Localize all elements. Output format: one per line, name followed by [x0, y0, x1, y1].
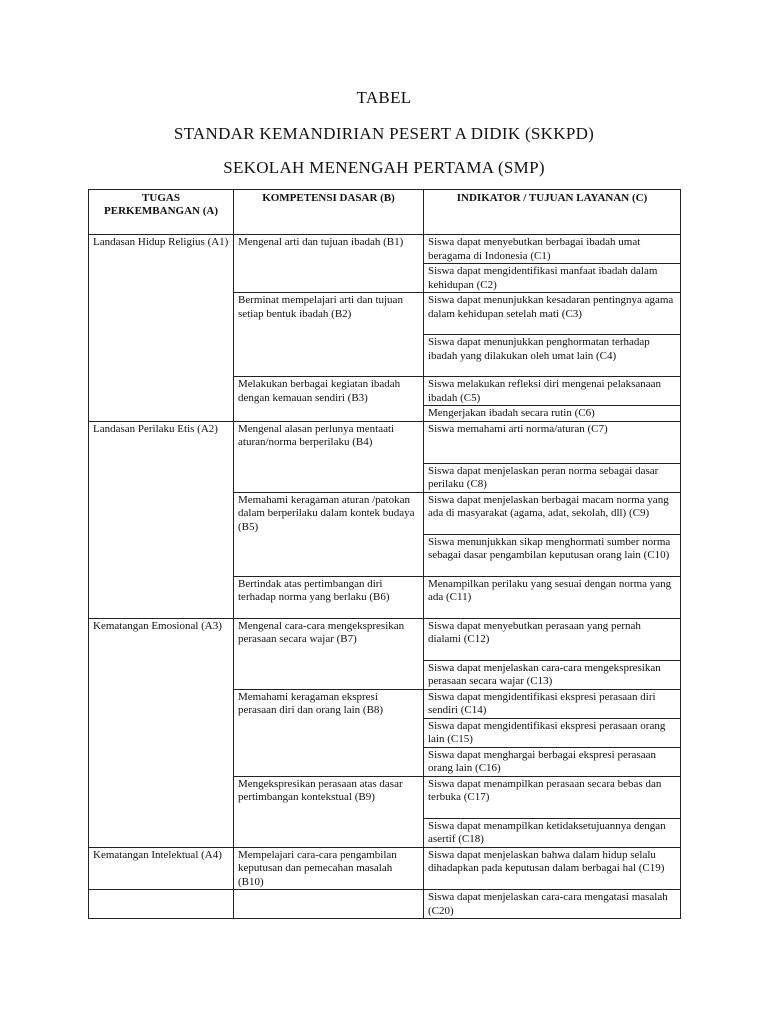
cell-c7: Siswa memahami arti norma/aturan (C7) [424, 421, 681, 463]
header-kompetensi-dasar: KOMPETENSI DASAR (B) [234, 190, 424, 235]
cell-a4: Kematangan Intelektual (A4) [89, 847, 234, 890]
cell-c6: Mengerjakan ibadah secara rutin (C6) [424, 406, 681, 422]
cell-a2: Landasan Perilaku Etis (A2) [89, 421, 234, 618]
cell-c1: Siswa dapat menyebutkan berbagai ibadah umat beragama di Indonesia (C1) [424, 235, 681, 264]
cell-c5: Siswa melakukan refleksi diri mengenai pelaksanaan ibadah (C5) [424, 377, 681, 406]
cell-b8: Memahami keragaman ekspresi perasaan diri dan orang lain (B8) [234, 689, 424, 776]
cell-b2: Berminat mempelajari arti dan tujuan setiap bentuk ibadah (B2) [234, 293, 424, 377]
cell-b10: Mempelajari cara-cara pengambilan keputusan dan pemecahan masalah (B10) [234, 847, 424, 890]
cell-c14: Siswa dapat mengidentifikasi ekspresi perasaan diri sendiri (C14) [424, 689, 681, 718]
cell-c13: Siswa dapat menjelaskan cara-cara mengekspresikan perasaan secara wajar (C13) [424, 660, 681, 689]
cell-c10: Siswa menunjukkan sikap menghormati sumber norma sebagai dasar pengambilan keputusan orang lain (C10) [424, 534, 681, 576]
cell-c15: Siswa dapat mengidentifikasi ekspresi perasaan orang lain (C15) [424, 718, 681, 747]
cell-a3: Kematangan Emosional (A3) [89, 618, 234, 847]
cell-c19: Siswa dapat menjelaskan bahwa dalam hidup selalu dihadapkan pada keputusan dalam berbagai hal (C19) [424, 847, 681, 890]
cell-b4: Mengenal alasan perlunya mentaati aturan/norma berperilaku (B4) [234, 421, 424, 492]
cell-c3: Siswa dapat menunjukkan kesadaran pentingnya agama dalam kehidupan setelah mati (C3) [424, 293, 681, 335]
table-row [89, 235, 681, 264]
cell-c8: Siswa dapat menjelaskan peran norma sebagai dasar perilaku (C8) [424, 463, 681, 492]
document-school-level: SEKOLAH MENENGAH PERTAMA (SMP) [223, 158, 545, 177]
table-row [89, 618, 681, 660]
table-row [89, 890, 681, 919]
header-indikator: INDIKATOR / TUJUAN LAYANAN (C) [424, 190, 681, 235]
cell-b7: Mengenal cara-cara mengekspresikan perasaan secara wajar (B7) [234, 618, 424, 689]
table-row [89, 847, 681, 890]
cell-c18: Siswa dapat menampilkan ketidaksetujuannya dengan asertif (C18) [424, 818, 681, 847]
cell-b3: Melakukan berbagai kegiatan ibadah dengan kemauan sendiri (B3) [234, 377, 424, 422]
skkpd-table [88, 189, 681, 919]
cell-b5: Memahami keragaman aturan /patokan dalam berperilaku dalam kontek budaya (B5) [234, 492, 424, 576]
cell-a1: Landasan Hidup Religius (A1) [89, 235, 234, 422]
cell-c20: Siswa dapat menjelaskan cara-cara mengatasi masalah (C20) [424, 890, 681, 919]
cell-c11: Menampilkan perilaku yang sesuai dengan norma yang ada (C11) [424, 576, 681, 618]
cell-b1: Mengenal arti dan tujuan ibadah (B1) [234, 235, 424, 293]
cell-b-continued [234, 890, 424, 919]
header-tugas-perkembangan: TUGAS PERKEMBANGAN (A) [89, 190, 234, 235]
cell-c4: Siswa dapat menunjukkan penghormatan terhadap ibadah yang dilakukan oleh umat lain (C4) [424, 335, 681, 377]
cell-a4-continued [89, 890, 234, 919]
table-row [89, 421, 681, 463]
cell-c17: Siswa dapat menampilkan perasaan secara bebas dan terbuka (C17) [424, 776, 681, 818]
cell-c16: Siswa dapat menghargai berbagai ekspresi perasaan orang lain (C16) [424, 747, 681, 776]
cell-b9: Mengekspresikan perasaan atas dasar pertimbangan kontekstual (B9) [234, 776, 424, 847]
cell-c12: Siswa dapat menyebutkan perasaan yang pernah dialami (C12) [424, 618, 681, 660]
document-subtitle: STANDAR KEMANDIRIAN PESERT A DIDIK (SKKPD) [173, 124, 595, 143]
cell-b6: Bertindak atas pertimbangan diri terhadap norma yang berlaku (B6) [234, 576, 424, 618]
cell-c9: Siswa dapat menjelaskan berbagai macam norma yang ada di masyarakat (agama, adat, sekolah, dll) (C9) [424, 492, 681, 534]
document-title: TABEL [356, 88, 412, 107]
table-header-row [89, 190, 681, 235]
cell-c2: Siswa dapat mengidentifikasi manfaat ibadah dalam kehidupan (C2) [424, 264, 681, 293]
